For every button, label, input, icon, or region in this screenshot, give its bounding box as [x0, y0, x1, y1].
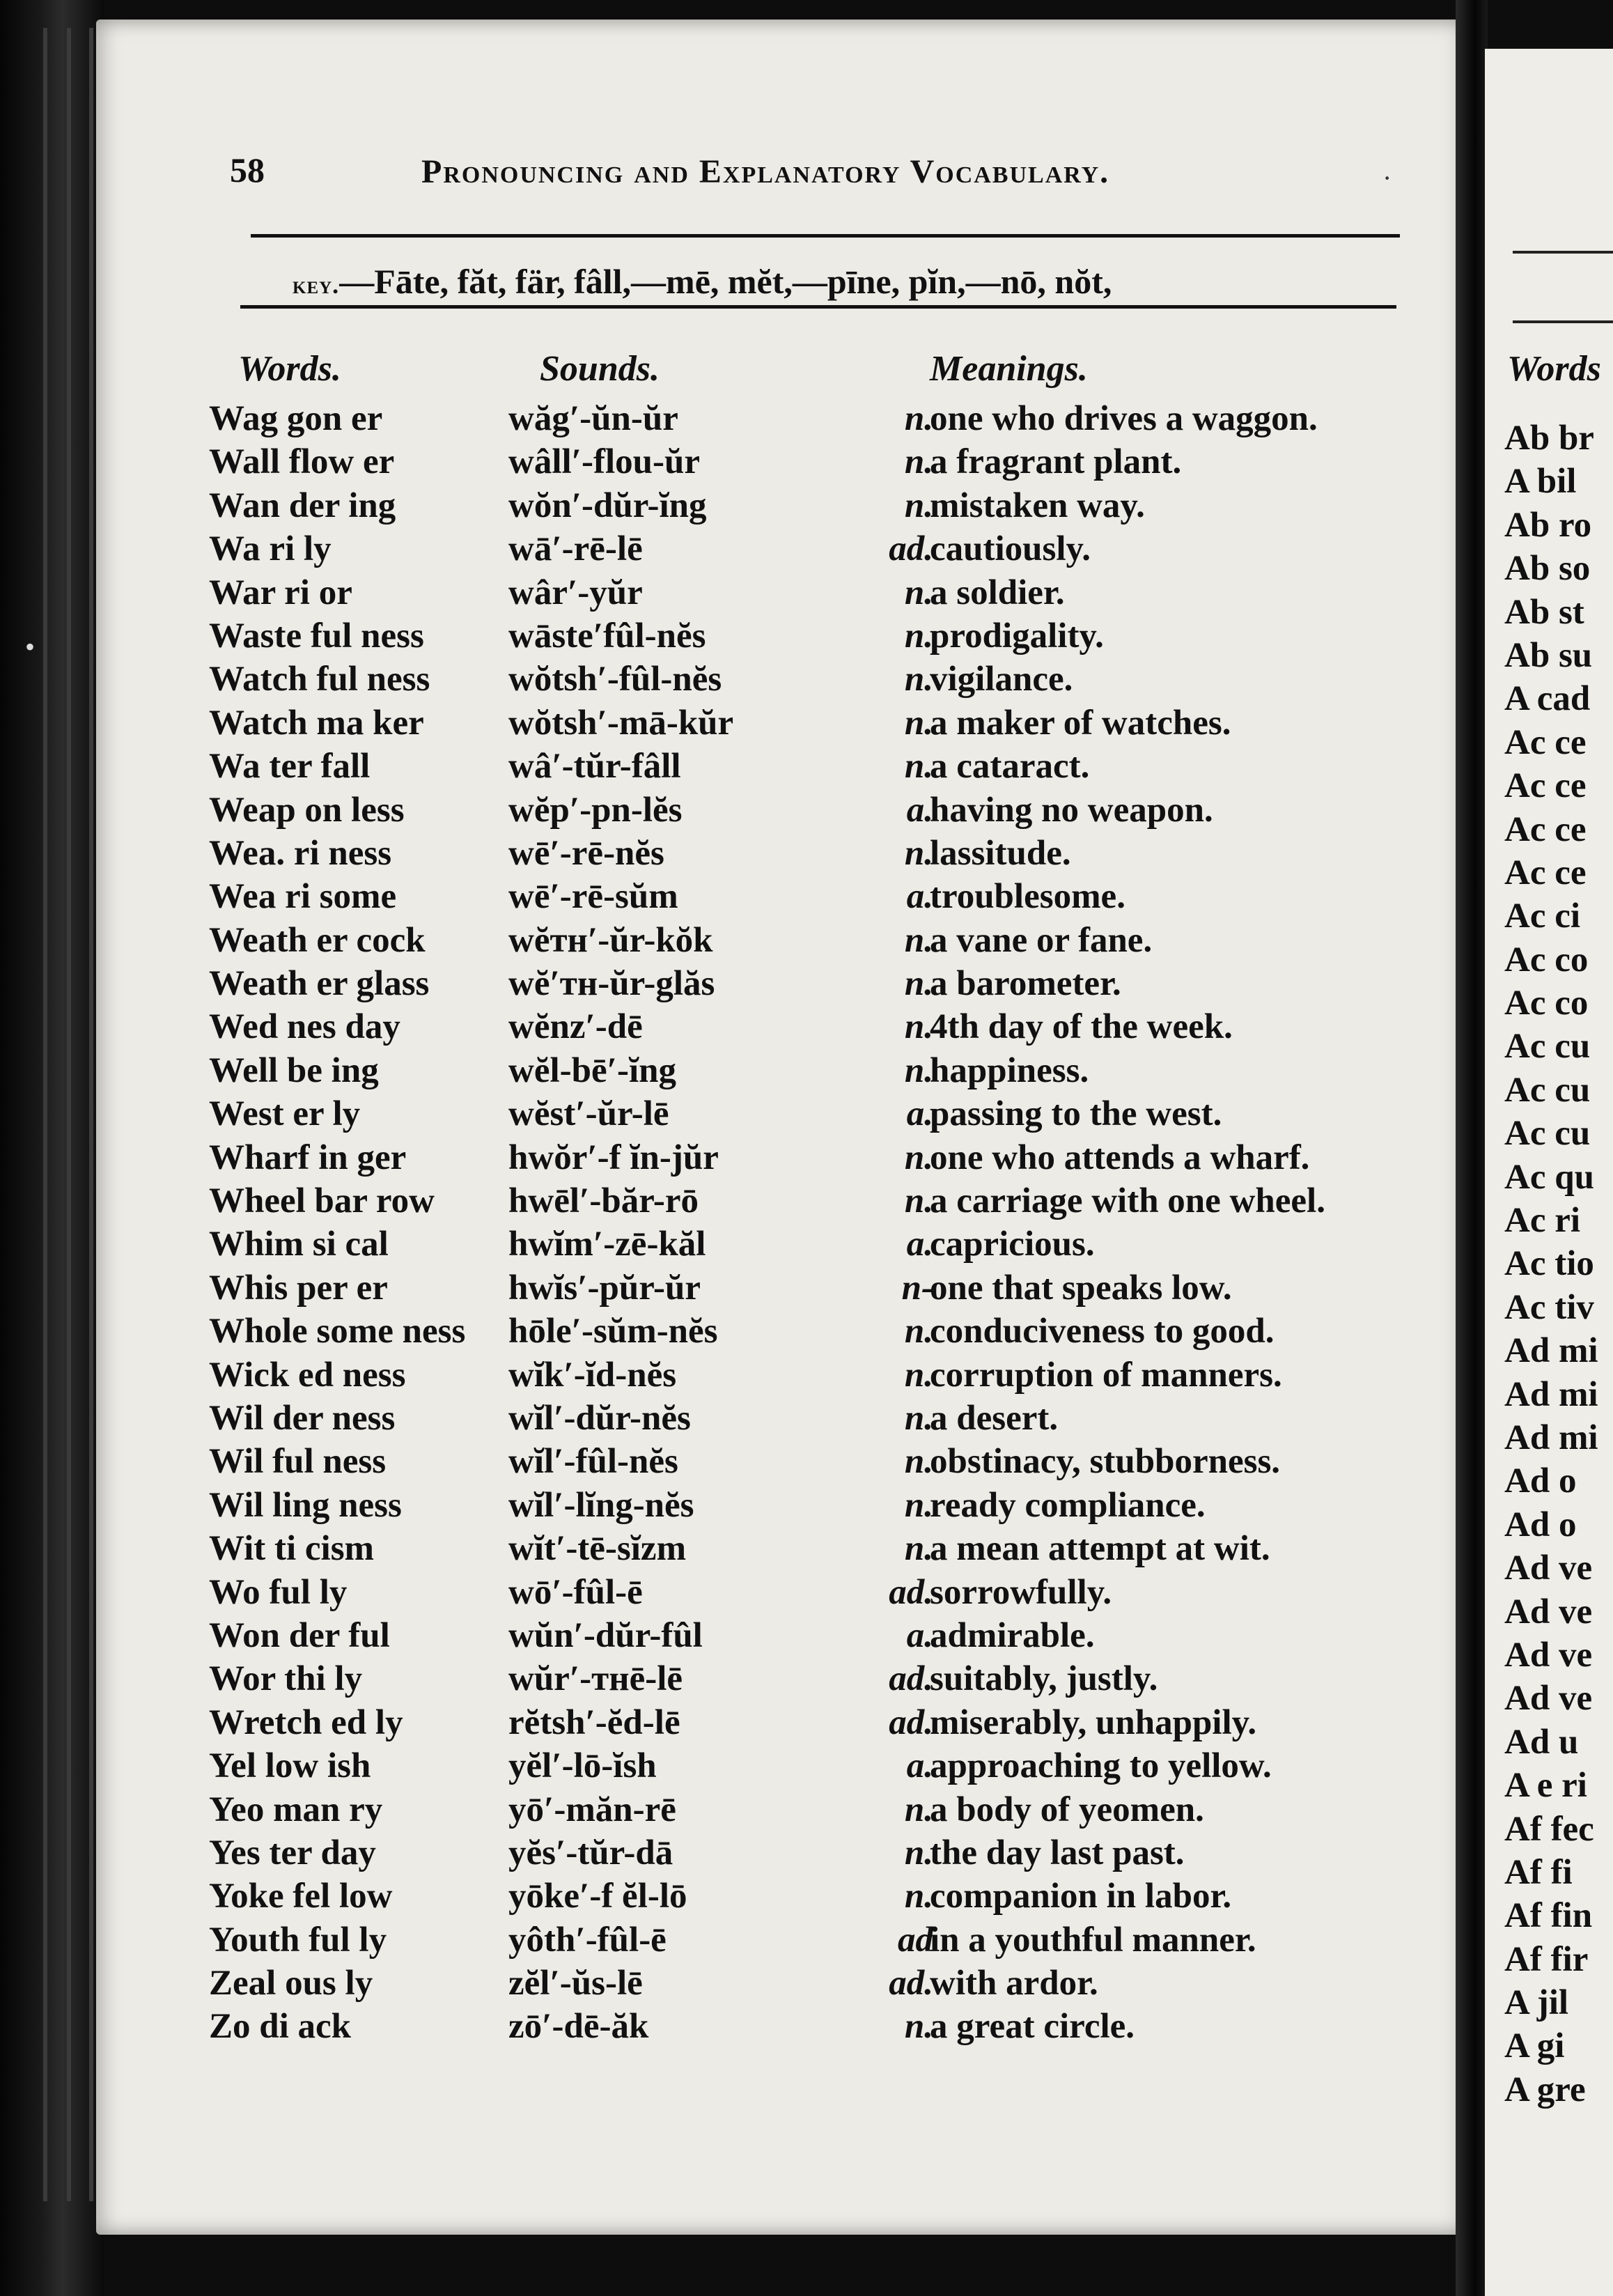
vocabulary-entry: [209, 2005, 1421, 2048]
entry-meaning: corruption of manners.: [930, 1355, 1282, 1395]
facing-page-entry: Ac cu: [1504, 1114, 1591, 1154]
entry-part-of-speech: ad.: [889, 529, 933, 569]
entry-sound: wĭl′-lĭng-nĕs: [508, 1485, 694, 1525]
entry-word: Zo di ack: [209, 2007, 352, 2047]
vocabulary-entry: [209, 1179, 1421, 1223]
vocabulary-entry: [209, 1962, 1421, 2005]
facing-page-entry: A bil: [1504, 462, 1577, 502]
vocabulary-list: [209, 397, 1421, 2049]
entry-part-of-speech: n.: [904, 1877, 933, 1916]
facing-page-entry: Ac ci: [1504, 897, 1581, 936]
entry-word: Wed nes day: [209, 1007, 400, 1047]
entry-sound: wē′-rē-nĕs: [508, 833, 664, 873]
binding-edge: [43, 28, 47, 2201]
entry-meaning: one who attends a wharf.: [930, 1138, 1310, 1177]
vocabulary-entry: [209, 1092, 1421, 1135]
entry-sound: wâll′-flou-ŭr: [508, 442, 700, 482]
vocabulary-entry: [209, 962, 1421, 1005]
entry-part-of-speech: n.: [904, 442, 933, 482]
vocabulary-entry: [209, 919, 1421, 962]
vocabulary-entry: [209, 1310, 1421, 1353]
entry-part-of-speech: a.: [906, 790, 933, 830]
vocabulary-entry: [209, 658, 1421, 701]
facing-page-entry: Ad mi: [1504, 1418, 1598, 1457]
facing-page-entry: Ad ve: [1504, 1635, 1593, 1675]
entry-meaning: a cataract.: [930, 747, 1090, 786]
entry-sound: wŭr′-ᴛʜē-lē: [508, 1659, 683, 1699]
entry-part-of-speech: n.: [904, 1790, 933, 1829]
facing-page-entry: Ac ce: [1504, 766, 1587, 806]
vocabulary-entry: [209, 1875, 1421, 1918]
vocabulary-entry: [209, 1049, 1421, 1092]
entry-meaning: one that speaks low.: [930, 1268, 1232, 1308]
meanings-column-heading: Meanings.: [930, 349, 1088, 389]
entry-sound: zĕl′-ŭs-lē: [508, 1964, 643, 2003]
entry-part-of-speech: n.: [904, 1442, 933, 1482]
vocabulary-entry: [209, 484, 1421, 527]
facing-page-entry: Ac co: [1504, 940, 1589, 979]
vocabulary-entry: [209, 745, 1421, 788]
entry-meaning: miserably, unhappily.: [930, 1702, 1257, 1742]
vocabulary-entry: [209, 1571, 1421, 1614]
entry-sound: wĕst′-ŭr-lē: [508, 1094, 669, 1134]
entry-meaning: admirable.: [930, 1615, 1095, 1655]
entry-sound: zō′-dē-ăk: [508, 2007, 649, 2047]
entry-word: Wall flow er: [209, 442, 395, 482]
page-mark: ·: [1382, 162, 1392, 194]
entry-word: Wa ri ly: [209, 529, 332, 569]
entry-sound: yôth′-fûl-ē: [508, 1920, 667, 1960]
entry-part-of-speech: a.: [906, 1746, 933, 1786]
entry-meaning: conduciveness to good.: [930, 1312, 1275, 1351]
entry-sound: hwŏr′-f ĭn-jŭr: [508, 1138, 719, 1177]
entry-part-of-speech: n.: [904, 1398, 933, 1438]
entry-meaning: companion in labor.: [930, 1877, 1232, 1916]
entry-meaning: a desert.: [930, 1398, 1059, 1438]
vocabulary-entry: [209, 1353, 1421, 1397]
entry-sound: wâ′-tŭr-fâll: [508, 747, 681, 786]
vocabulary-entry: [209, 571, 1421, 614]
entry-sound: hwēl′-băr-rō: [508, 1181, 699, 1221]
facing-page-entry: Af fir: [1504, 1939, 1589, 1979]
facing-page-entry: Ad o: [1504, 1461, 1577, 1501]
entry-part-of-speech: a.: [906, 1225, 933, 1264]
entry-part-of-speech: n.: [904, 1833, 933, 1872]
entry-word: Youth ful ly: [209, 1920, 387, 1960]
facing-page-entry: Ab br: [1504, 419, 1594, 458]
facing-page-entry: Ac ce: [1504, 809, 1587, 849]
entry-sound: wĭt′-tē-sĭzm: [508, 1529, 687, 1569]
key-label: key.: [293, 271, 340, 299]
vocabulary-entry: [209, 1701, 1421, 1744]
entry-word: Wit ti cism: [209, 1529, 375, 1569]
entry-meaning: one who drives a waggon.: [930, 399, 1318, 438]
facing-page-entry: Af fec: [1504, 1809, 1594, 1849]
entry-sound: wĭl′-dŭr-nĕs: [508, 1398, 691, 1438]
entry-sound: wō′-fûl-ē: [508, 1572, 643, 1612]
entry-part-of-speech: a.: [906, 877, 933, 917]
entry-part-of-speech: ad.: [889, 1702, 933, 1742]
entry-meaning: a barometer.: [930, 964, 1121, 1004]
entry-sound: wĭl′-fûl-nĕs: [508, 1442, 678, 1482]
entry-meaning: capricious.: [930, 1225, 1095, 1264]
entry-word: Weath er glass: [209, 964, 430, 1004]
entry-part-of-speech: n-: [901, 1268, 933, 1308]
entry-part-of-speech: n.: [904, 573, 933, 612]
facing-page-entry: Ac ce: [1504, 853, 1587, 892]
vocabulary-entry: [209, 614, 1421, 658]
facing-page: [1485, 49, 1613, 2296]
entry-part-of-speech: n.: [904, 1050, 933, 1090]
vocabulary-entry: [209, 1788, 1421, 1831]
entry-meaning: approaching to yellow.: [930, 1746, 1272, 1786]
facing-page-entry: Ad u: [1504, 1722, 1579, 1762]
entry-sound: hōle′-sŭm-nĕs: [508, 1312, 718, 1351]
pronunciation-key: [293, 261, 1379, 302]
facing-page-entry: A jil: [1504, 1983, 1569, 2023]
page-number: 58: [230, 150, 265, 189]
vocabulary-entry: [209, 1614, 1421, 1657]
entry-word: Waste ful ness: [209, 616, 424, 656]
key-text: —Fāte, făt, fär, fâll,—mē, mĕt,—pīne, pĭn,—nō, nŏt,: [339, 262, 1112, 301]
entry-word: Whis per er: [209, 1268, 388, 1308]
entry-sound: wŭn′-dŭr-fûl: [508, 1615, 703, 1655]
entry-word: Watch ma ker: [209, 703, 424, 743]
entry-part-of-speech: n.: [904, 1529, 933, 1569]
facing-page-entry: Ac ri: [1504, 1201, 1581, 1241]
entry-sound: wĕnz′-dē: [508, 1007, 643, 1047]
entry-word: Wea ri some: [209, 877, 397, 917]
header-rule: [251, 234, 1400, 238]
entry-part-of-speech: a.: [906, 1615, 933, 1655]
entry-meaning: in a youthful manner.: [930, 1920, 1256, 1960]
entry-sound: wĕl-bē′-ĭng: [508, 1050, 676, 1090]
entry-sound: wŏn′-dŭr-ĭng: [508, 486, 707, 525]
entry-word: Wo ful ly: [209, 1572, 348, 1612]
entry-sound: yōke′-f ĕl-lō: [508, 1877, 687, 1916]
entry-part-of-speech: n.: [904, 964, 933, 1004]
sounds-column-heading: Sounds.: [540, 349, 660, 389]
entry-meaning: having no weapon.: [930, 790, 1213, 830]
entry-sound: wĕp′-pn-lĕs: [508, 790, 683, 830]
entry-part-of-speech: ad: [898, 1920, 933, 1960]
entry-part-of-speech: ad.: [889, 1659, 933, 1699]
page-gutter: [1456, 0, 1488, 2296]
entry-sound: yō′-măn-rē: [508, 1790, 676, 1829]
entry-meaning: a carriage with one wheel.: [930, 1181, 1325, 1221]
running-title: Pronouncing and Explanatory Vocabulary.: [421, 153, 1110, 190]
entry-word: Wil ful ness: [209, 1442, 387, 1482]
vocabulary-entry: [209, 440, 1421, 483]
entry-sound: hwĭm′-zē-kăl: [508, 1225, 706, 1264]
vocabulary-entry: [209, 1918, 1421, 1962]
facing-page-entry: Ac qu: [1504, 1157, 1594, 1197]
entry-sound: rĕtsh′-ĕd-lē: [508, 1702, 680, 1742]
entry-meaning: obstinacy, stubborness.: [930, 1442, 1281, 1482]
entry-meaning: a mean attempt at wit.: [930, 1529, 1270, 1569]
entry-meaning: vigilance.: [930, 660, 1073, 699]
binding-edge: [67, 28, 71, 2201]
facing-page-entry: Ac tiv: [1504, 1287, 1594, 1327]
entry-word: Wretch ed ly: [209, 1702, 403, 1742]
entry-meaning: lassitude.: [930, 833, 1071, 873]
vocabulary-entry: [209, 1484, 1421, 1527]
entry-meaning: the day last past.: [930, 1833, 1185, 1872]
entry-sound: yĕs′-tŭr-dā: [508, 1833, 673, 1872]
entry-part-of-speech: n.: [904, 2007, 933, 2047]
facing-page-entry: Af fi: [1504, 1852, 1573, 1892]
entry-word: Weap on less: [209, 790, 405, 830]
entry-meaning: troublesome.: [930, 877, 1125, 917]
entry-sound: wāste′fûl-nĕs: [508, 616, 706, 656]
entry-meaning: sorrowfully.: [930, 1572, 1112, 1612]
entry-sound: wăg′-ŭn-ŭr: [508, 399, 678, 438]
entry-part-of-speech: n.: [904, 1312, 933, 1351]
vocabulary-entry: [209, 1831, 1421, 1875]
entry-part-of-speech: ad.: [889, 1964, 933, 2003]
entry-word: Yes ter day: [209, 1833, 376, 1872]
entry-word: Yel low ish: [209, 1746, 371, 1786]
entry-part-of-speech: n.: [904, 399, 933, 438]
vocabulary-entry: [209, 1223, 1421, 1266]
facing-page-entry: Ac co: [1504, 984, 1589, 1023]
entry-word: Wa ter fall: [209, 747, 371, 786]
words-column-heading: Words.: [238, 349, 341, 389]
key-rule: [240, 305, 1396, 309]
vocabulary-entry: [209, 875, 1421, 918]
entry-meaning: prodigality.: [930, 616, 1104, 656]
entry-word: Whim si cal: [209, 1225, 389, 1264]
entry-meaning: 4th day of the week.: [930, 1007, 1233, 1047]
entry-part-of-speech: n.: [904, 486, 933, 525]
entry-part-of-speech: n.: [904, 920, 933, 960]
entry-meaning: a body of yeomen.: [930, 1790, 1204, 1829]
entry-sound: wē′-rē-sŭm: [508, 877, 678, 917]
facing-page-entry: A cad: [1504, 679, 1591, 719]
entry-sound: wŏtsh′-mā-kŭr: [508, 703, 734, 743]
entry-meaning: with ardor.: [930, 1964, 1098, 2003]
vocabulary-entry: [209, 1266, 1421, 1310]
entry-word: Whole some ness: [209, 1312, 466, 1351]
binding-edge: [89, 28, 93, 2201]
entry-meaning: suitably, justly.: [930, 1659, 1158, 1699]
page-header: [230, 150, 1316, 199]
vocabulary-entry: [209, 701, 1421, 745]
facing-page-entry: A e ri: [1504, 1766, 1587, 1806]
facing-page-entry: Af fin: [1504, 1896, 1593, 1936]
facing-page-entry: A gre: [1504, 2070, 1586, 2109]
vocabulary-entry: [209, 789, 1421, 832]
entry-part-of-speech: ad.: [889, 1572, 933, 1612]
entry-part-of-speech: n.: [904, 833, 933, 873]
entry-part-of-speech: n.: [904, 616, 933, 656]
entry-meaning: passing to the west.: [930, 1094, 1222, 1134]
facing-page-entry: Ad o: [1504, 1505, 1577, 1544]
entry-word: Wor thi ly: [209, 1659, 363, 1699]
facing-page-entry: Ab st: [1504, 592, 1584, 632]
facing-page-entry: Ab so: [1504, 549, 1591, 589]
entry-word: Wharf in ger: [209, 1138, 407, 1177]
entry-part-of-speech: n.: [904, 747, 933, 786]
entry-word: West er ly: [209, 1094, 361, 1134]
entry-word: Wick ed ness: [209, 1355, 406, 1395]
entry-part-of-speech: n.: [904, 1355, 933, 1395]
entry-sound: yĕl′-lō-ĭsh: [508, 1746, 657, 1786]
facing-page-entry: Ac cu: [1504, 1070, 1591, 1110]
entry-meaning: ready compliance.: [930, 1485, 1206, 1525]
entry-sound: wā′-rē-lē: [508, 529, 643, 569]
vocabulary-entry: [209, 1440, 1421, 1483]
entry-part-of-speech: n.: [904, 660, 933, 699]
entry-word: Won der ful: [209, 1615, 390, 1655]
facing-page-rule: [1513, 320, 1613, 323]
entry-sound: wĭk′-ĭd-nĕs: [508, 1355, 677, 1395]
facing-page-entry: Ad mi: [1504, 1374, 1598, 1414]
vocabulary-entry: [209, 1397, 1421, 1440]
margin-mark: •: [25, 631, 36, 662]
entry-word: Wheel bar row: [209, 1181, 435, 1221]
entry-meaning: a vane or fane.: [930, 920, 1153, 960]
facing-page-entry: Ad ve: [1504, 1679, 1593, 1719]
vocabulary-entry: [209, 1744, 1421, 1787]
entry-part-of-speech: n.: [904, 1181, 933, 1221]
entry-word: Well be ing: [209, 1050, 379, 1090]
facing-page-entry: Ab su: [1504, 635, 1593, 675]
entry-word: Wil der ness: [209, 1398, 396, 1438]
entry-part-of-speech: n.: [904, 1138, 933, 1177]
entry-sound: wĕ′ᴛʜ-ŭr-glăs: [508, 964, 715, 1004]
entry-word: Wag gon er: [209, 399, 383, 438]
entry-part-of-speech: n.: [904, 1485, 933, 1525]
facing-page-list: [1504, 418, 1598, 2113]
vocabulary-entry: [209, 1005, 1421, 1048]
facing-page-heading: Words: [1507, 349, 1601, 389]
facing-page-entry: Ad mi: [1504, 1331, 1598, 1371]
entry-part-of-speech: n.: [904, 703, 933, 743]
entry-word: Watch ful ness: [209, 660, 430, 699]
facing-page-entry: Ad ve: [1504, 1549, 1593, 1588]
entry-word: Yoke fel low: [209, 1877, 393, 1916]
vocabulary-entry: [209, 832, 1421, 875]
entry-word: Yeo man ry: [209, 1790, 383, 1829]
entry-meaning: happiness.: [930, 1050, 1089, 1090]
vocabulary-entry: [209, 527, 1421, 571]
facing-page-entry: Ac ce: [1504, 722, 1587, 762]
entry-word: Weath er cock: [209, 920, 426, 960]
facing-page-entry: Ac tio: [1504, 1244, 1594, 1284]
entry-word: War ri or: [209, 573, 352, 612]
entry-meaning: a soldier.: [930, 573, 1065, 612]
vocabulary-entry: [209, 1136, 1421, 1179]
facing-page-entry: Ad ve: [1504, 1592, 1593, 1631]
entry-sound: wĕᴛʜ′-ŭr-kŏk: [508, 920, 713, 960]
entry-meaning: a fragrant plant.: [930, 442, 1182, 482]
vocabulary-entry: [209, 397, 1421, 440]
vocabulary-entry: [209, 1527, 1421, 1570]
facing-page-rule: [1513, 251, 1613, 254]
facing-page-entry: Ab ro: [1504, 505, 1592, 545]
facing-page-entry: Ac cu: [1504, 1027, 1591, 1066]
entry-meaning: cautiously.: [930, 529, 1091, 569]
entry-word: Zeal ous ly: [209, 1964, 373, 2003]
entry-sound: hwĭs′-pŭr-ŭr: [508, 1268, 701, 1308]
entry-word: Wil ling ness: [209, 1485, 402, 1525]
vocabulary-entry: [209, 1657, 1421, 1700]
entry-meaning: a maker of watches.: [930, 703, 1231, 743]
entry-sound: wŏtsh′-fûl-nĕs: [508, 660, 722, 699]
entry-meaning: a great circle.: [930, 2007, 1135, 2047]
entry-part-of-speech: a.: [906, 1094, 933, 1134]
facing-page-entry: A gi: [1504, 2026, 1565, 2066]
entry-word: Wan der ing: [209, 486, 396, 525]
entry-sound: wâr′-yŭr: [508, 573, 643, 612]
entry-part-of-speech: n.: [904, 1007, 933, 1047]
entry-word: Wea. ri ness: [209, 833, 392, 873]
entry-meaning: mistaken way.: [930, 486, 1145, 525]
